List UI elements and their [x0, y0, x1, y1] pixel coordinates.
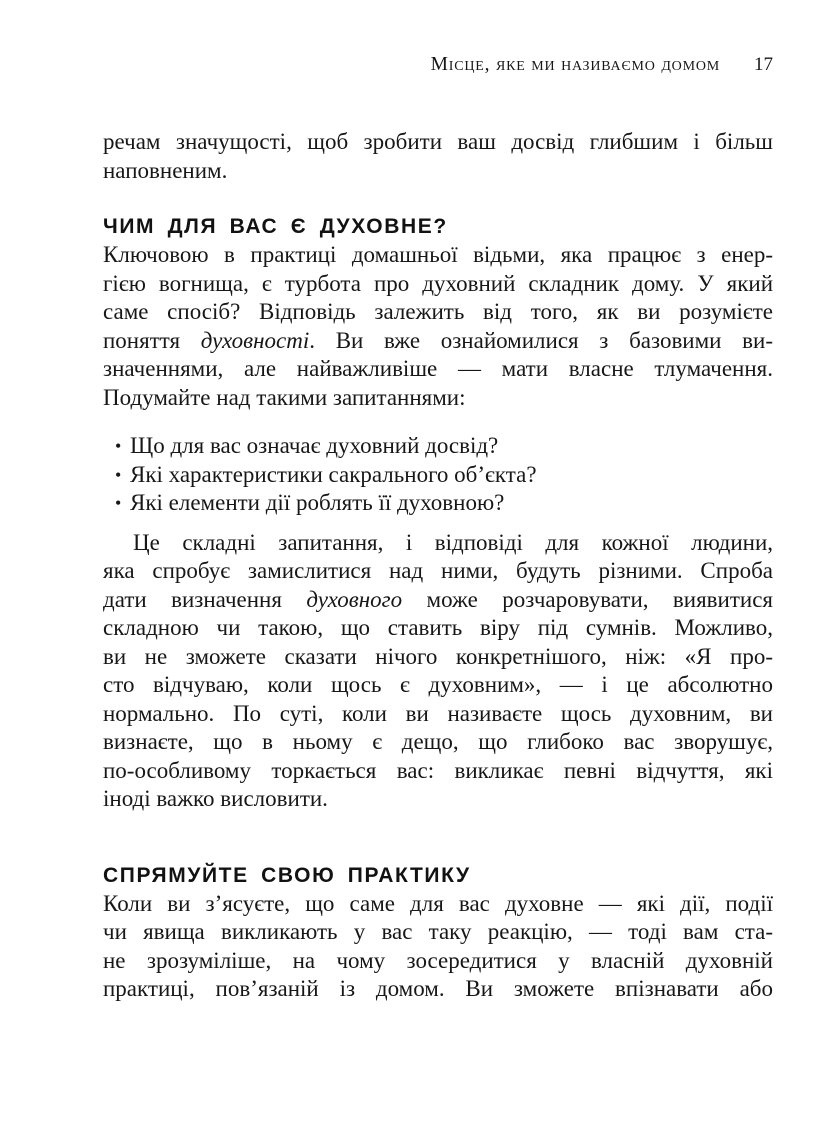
- text-line: [103, 327, 773, 356]
- text-segment: дати визначення: [103, 586, 307, 612]
- text-line: гією вогнища, є турбота про духовний складник дому. У який: [103, 270, 773, 296]
- text-segment: може розчаровувати, виявитися: [402, 586, 773, 612]
- text-line: [103, 586, 773, 615]
- page-body: [103, 128, 773, 1004]
- text-line: сто відчуваю, коли щось є духовним», — і це абсолютно: [103, 672, 773, 697]
- text-line: наповненим.: [103, 157, 228, 183]
- section-heading: ЧИМ ДЛЯ ВАС Є ДУХОВНЕ?: [103, 215, 448, 238]
- text-line: іноді важко висловити.: [103, 786, 328, 811]
- list-item-text: Які характеристики сакрального об’єкта?: [130, 461, 537, 487]
- paragraph: [103, 128, 773, 185]
- text-line: Коли ви з’ясуєте, що саме для вас духовне — які дії, події: [103, 890, 773, 916]
- text-line: по-особливому торкається вас: викликає певні відчуття, які: [103, 757, 773, 783]
- bullet-icon: •: [115, 436, 122, 456]
- list-item: [103, 432, 773, 461]
- paragraph: [103, 529, 773, 814]
- paragraph: [103, 241, 773, 412]
- section-heading: СПРЯМУЙТЕ СВОЮ ПРАКТИКУ: [103, 863, 471, 887]
- italic-text: духовності: [200, 327, 310, 353]
- text-segment: поняття: [103, 327, 201, 353]
- italic-text: духовного: [306, 586, 403, 612]
- text-line: визнаєте, що в ньому є дещо, що глибоко вас зворушує,: [103, 729, 773, 754]
- list-item-text: Які елементи дії роблять її духовною?: [130, 490, 505, 515]
- text-line: саме спосіб? Відповідь залежить від того, як ви розумієте: [103, 299, 773, 324]
- text-line: практиці, пов’язаній із домом. Ви зможете впізнавати або: [103, 976, 773, 1001]
- text-line: ви не зможете сказати нічого конкретнішого, ніж: «Я про-: [103, 643, 773, 669]
- page-header: [103, 54, 773, 76]
- text-line: чи явища викликають у вас таку реакцію, — тоді вам ста-: [103, 919, 773, 944]
- text-line: яка спробує замислитися над ними, будуть різними. Спроба: [103, 558, 773, 583]
- text-line: Подумайте над такими запитаннями:: [103, 384, 466, 410]
- bullet-icon: •: [115, 493, 122, 513]
- list-item-text: Що для вас означає духовний досвід?: [130, 433, 499, 458]
- page-number: 17: [754, 54, 773, 75]
- list-item: [103, 489, 773, 518]
- bullet-icon: •: [115, 464, 122, 485]
- text-line: Ключовою в практиці домашньої відьми, яка працює з енер-: [103, 242, 773, 267]
- text-segment: . Ви вже ознайомилися з базовими ви-: [309, 327, 773, 353]
- text-line: складною чи такою, що ставить віру під сумнів. Можливо,: [103, 615, 773, 640]
- text-line: не зрозуміліше, на чому зосередитися у власній духовній: [103, 947, 773, 973]
- text-line: значеннями, але найважливіше — мати власне тлумачення.: [103, 356, 773, 381]
- text-line: речам значущості, щоб зробити ваш досвід глибшим і більш: [103, 129, 773, 154]
- paragraph: [103, 890, 773, 1004]
- list-item: [103, 461, 773, 490]
- bullet-list: [103, 432, 773, 518]
- text-line: Це складні запитання, і відповіді для кожної людини,: [133, 529, 773, 555]
- text-line: нормально. По суті, коли ви називаєте щось духовним, ви: [103, 700, 773, 726]
- running-title: Місце, яке ми називаємо домом: [430, 54, 720, 75]
